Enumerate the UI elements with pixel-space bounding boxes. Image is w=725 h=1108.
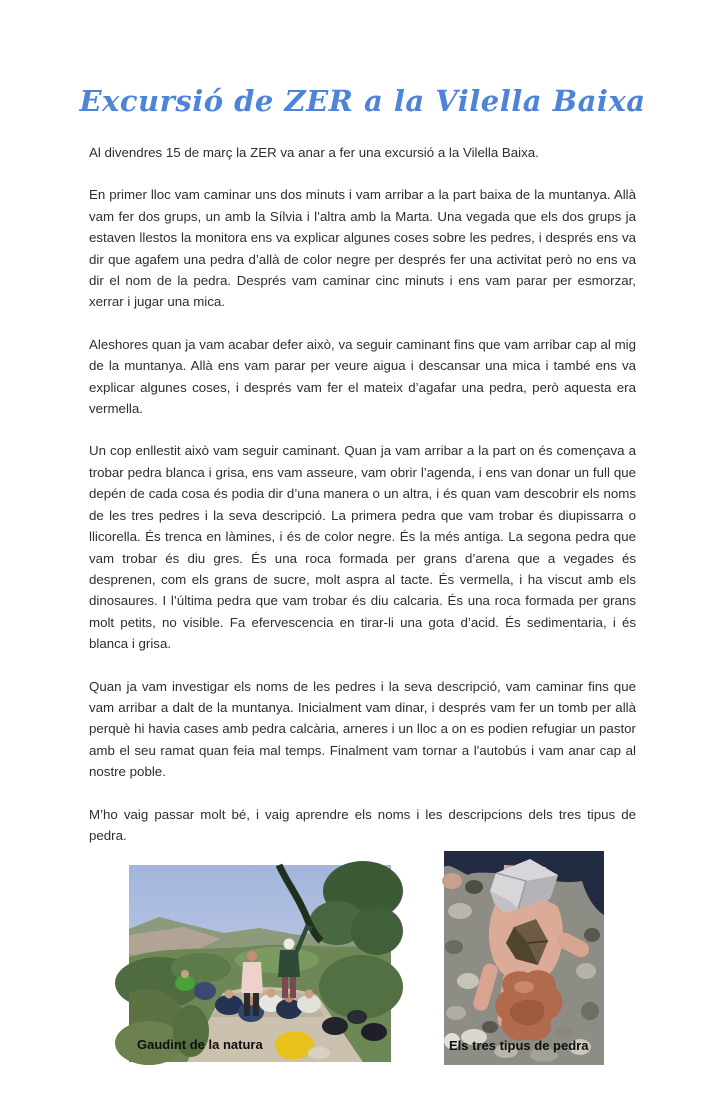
- photo-caption-nature: Gaudint de la natura: [137, 1037, 263, 1053]
- document-page: [0, 84, 725, 1108]
- photo-group-in-nature: [129, 865, 391, 1062]
- document-body: [0, 142, 725, 846]
- paragraph-intro: Al divendres 15 de març la ZER va anar a fer una excursió a la Vilella Baixa.: [89, 145, 539, 160]
- photos-row: [0, 851, 725, 1065]
- paragraph-three-stones: Un cop enllestit això vam seguir caminant. Quan ja vam arribar a la part on és començava a trobar pedra blanca i grisa, ens vam asseure, vam obrir l’agenda, i ens van donar un full que depén de cada cosa és podia dir d’una manera o un altra, i és quan vam descobrir els noms de les tres pedres i la seva descripció. La primera pedra que vam trobar és diupissarra o llicorella. És trenca en làmines, i és de color negre. És la més antiga. La segona pedra que vam trobar és diu gres. És una roca formada per grans d’arena que a vegades és desprenen, com els grans de sucre, molt aspra al tacte. És vermella, i ha viscut amb els dinosaures. I l’última pedra que vam trobar és diu calcaria. És una roca formada per grans molt petits, no visible. Fa efervescencia en tirar-li una gota d’acid. És sedimentaria, i és blanca i grisa.: [89, 443, 636, 652]
- photo-three-stones: [444, 851, 604, 1065]
- paragraph-mid-mountain: Aleshores quan ja vam acabar defer això, va seguir caminant fins que vam arribar cap al mig de la muntanya. Allà ens vam parar per veure aigua i descansar una mica i també ens va explicar algunes coses, i després vam fer el mateix d’agafar una pedra, però aquesta era vermella.: [89, 336, 636, 417]
- nature-scene-illustration: [129, 865, 391, 1062]
- photo-caption-stones: Els tres tipus de pedra: [449, 1038, 589, 1054]
- paragraph-first-stop: En primer lloc vam caminar uns dos minuts i vam arribar a la part baixa de la muntanya. Allà vam fer dos grups, un amb la Sílvia i l’altra amb la Marta. Una vegada que els dos grups ja estaven llestos la monitora ens va explicar algunes coses sobre les pedres, i després ens va dir que agafem una pedra d’allà de color negre per després fer una activitat però no ens va dir el nom de la pedra. Després vam caminar cinc minuts i ens vam parar per esmorzar, xerrar i jugar una mica.: [89, 187, 636, 310]
- paragraph-closing: M’ho vaig passar molt bé, i vaig aprendre els noms i les descripcions dels tres tipus de pedra.: [89, 806, 636, 843]
- paragraph-summit: Quan ja vam investigar els noms de les pedres i la seva descripció, vam caminar fins que vam arribar a dalt de la muntanya. Inicialment vam dinar, i després vam fer un tomb per allà perquè hi havia cases amb pedra calcària, arneres i un lloc a on es podien refugiar un pastor amb el seu ramat quan feia mal temps. Finalment vam tornar a l'autobús i vam anar cap al nostre poble.: [89, 678, 636, 780]
- stones-scene-illustration: [444, 851, 604, 1065]
- document-title: Excursió de ZER a la Vilella Baixa: [79, 84, 646, 118]
